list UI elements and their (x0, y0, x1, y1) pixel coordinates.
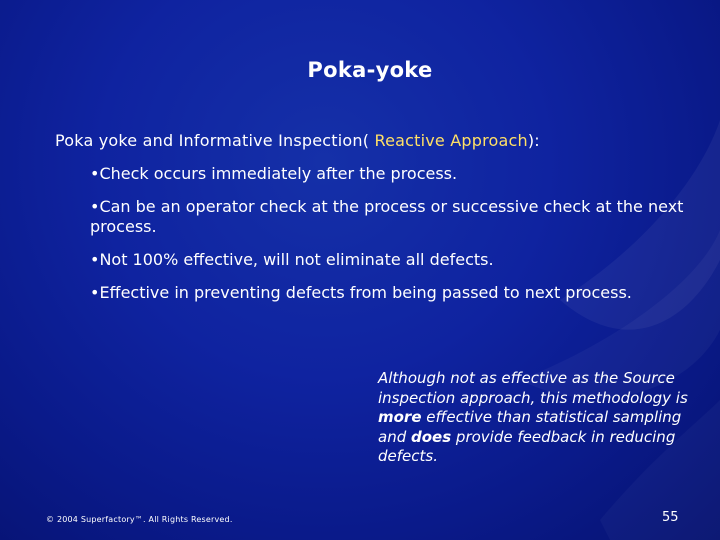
note-text: Although not as effective as the Source inspection approach, this methodology is (378, 369, 688, 407)
bullet-item: •Not 100% effective, will not eliminate all defects. (90, 250, 494, 269)
slide-title: Poka-yoke (307, 58, 433, 82)
bullet-item: •Can be an operator check at the process or successive check at the next process. (90, 197, 684, 236)
copyright-footer: © 2004 Superfactory™. All Rights Reserved. (46, 515, 233, 524)
slide-heading (55, 131, 540, 150)
note-emphasis: more (378, 408, 422, 426)
page-number: 55 (662, 510, 679, 525)
heading-suffix: ): (527, 131, 540, 150)
note-text: provide feedback in reducing defects. (378, 427, 676, 465)
heading-prefix: Poka yoke and Informative Inspection( (55, 131, 375, 150)
note-emphasis: does (411, 427, 452, 446)
heading-accent: Reactive Approach (374, 131, 528, 150)
bullet-list (90, 164, 690, 316)
bullet-item: •Effective in preventing defects from being passed to next process. (90, 283, 632, 302)
bullet-item: •Check occurs immediately after the process. (90, 164, 458, 183)
note-text: effective than statistical sampling and (378, 408, 682, 446)
side-note (378, 369, 698, 467)
